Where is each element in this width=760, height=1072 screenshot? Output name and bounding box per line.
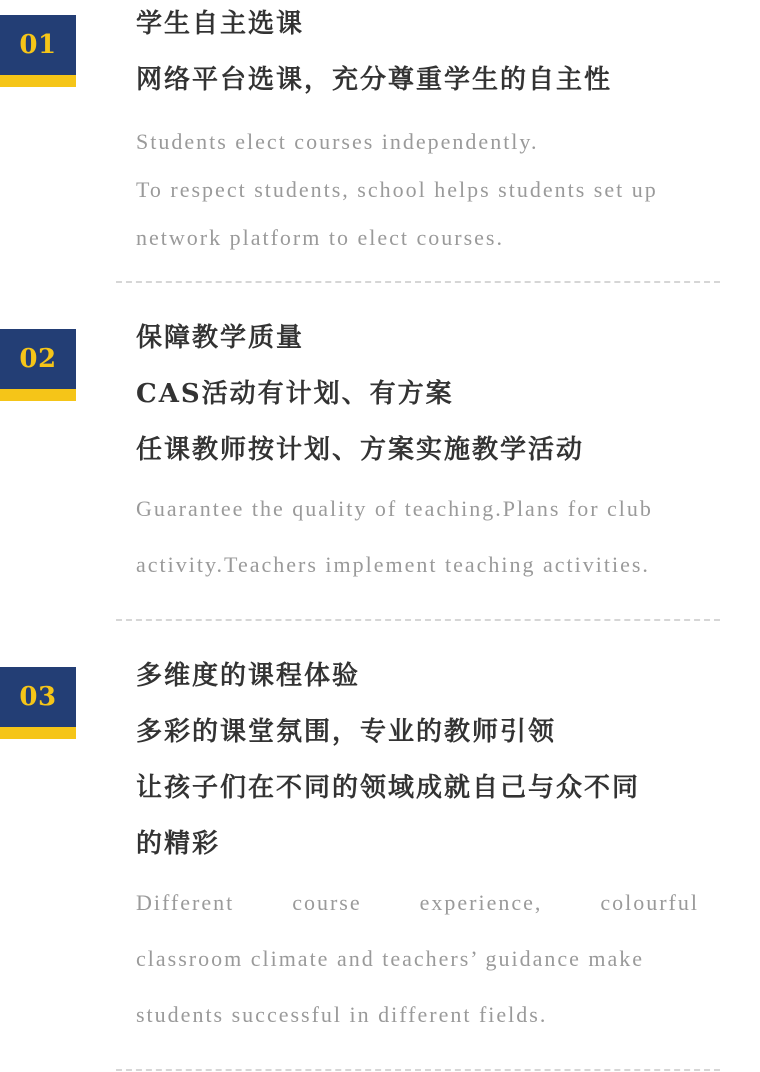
number-badge xyxy=(0,667,76,739)
english-line: Guarantee the quality of teaching.Plans for club xyxy=(136,496,653,521)
badge-number: 01 xyxy=(19,30,57,60)
subtitle-latin-part: CAS xyxy=(136,379,202,409)
english-line: activity.Teachers implement teaching activities. xyxy=(136,552,650,577)
badge-number: 02 xyxy=(19,344,57,374)
section-title: 学生自主选课 xyxy=(136,9,305,39)
subtitle-chinese-part: 活动有计划、有方案 xyxy=(201,379,454,409)
section-subtitle: 网络平台选课，充分尊重学生的自主性 xyxy=(136,65,613,95)
section-subtitle: 多彩的课堂氛围，专业的教师引领 xyxy=(136,717,557,747)
section-subtitle: 让孩子们在不同的领域成就自己与众不同 xyxy=(136,773,641,803)
section-subtitle: 任课教师按计划、方案实施教学活动 xyxy=(136,435,585,465)
dashed-divider xyxy=(116,1069,720,1071)
section-english-text xyxy=(136,875,699,1043)
badge-underline xyxy=(0,727,76,739)
badge-number: 03 xyxy=(19,682,57,712)
english-line: Different course experience, colourful xyxy=(136,890,699,915)
section-title: 保障教学质量 xyxy=(136,323,305,353)
english-line: Students elect courses independently. xyxy=(136,129,539,154)
section-subtitle: 的精彩 xyxy=(136,829,221,859)
english-line: To respect students, school helps students set up xyxy=(136,177,658,202)
english-line: classroom climate and teachers’ guidance make xyxy=(136,946,645,971)
section-title: 多维度的课程体验 xyxy=(136,661,361,691)
badge-block xyxy=(0,667,76,727)
english-line: students successful in different fields. xyxy=(136,1002,548,1027)
english-line: network platform to elect courses. xyxy=(136,225,504,250)
